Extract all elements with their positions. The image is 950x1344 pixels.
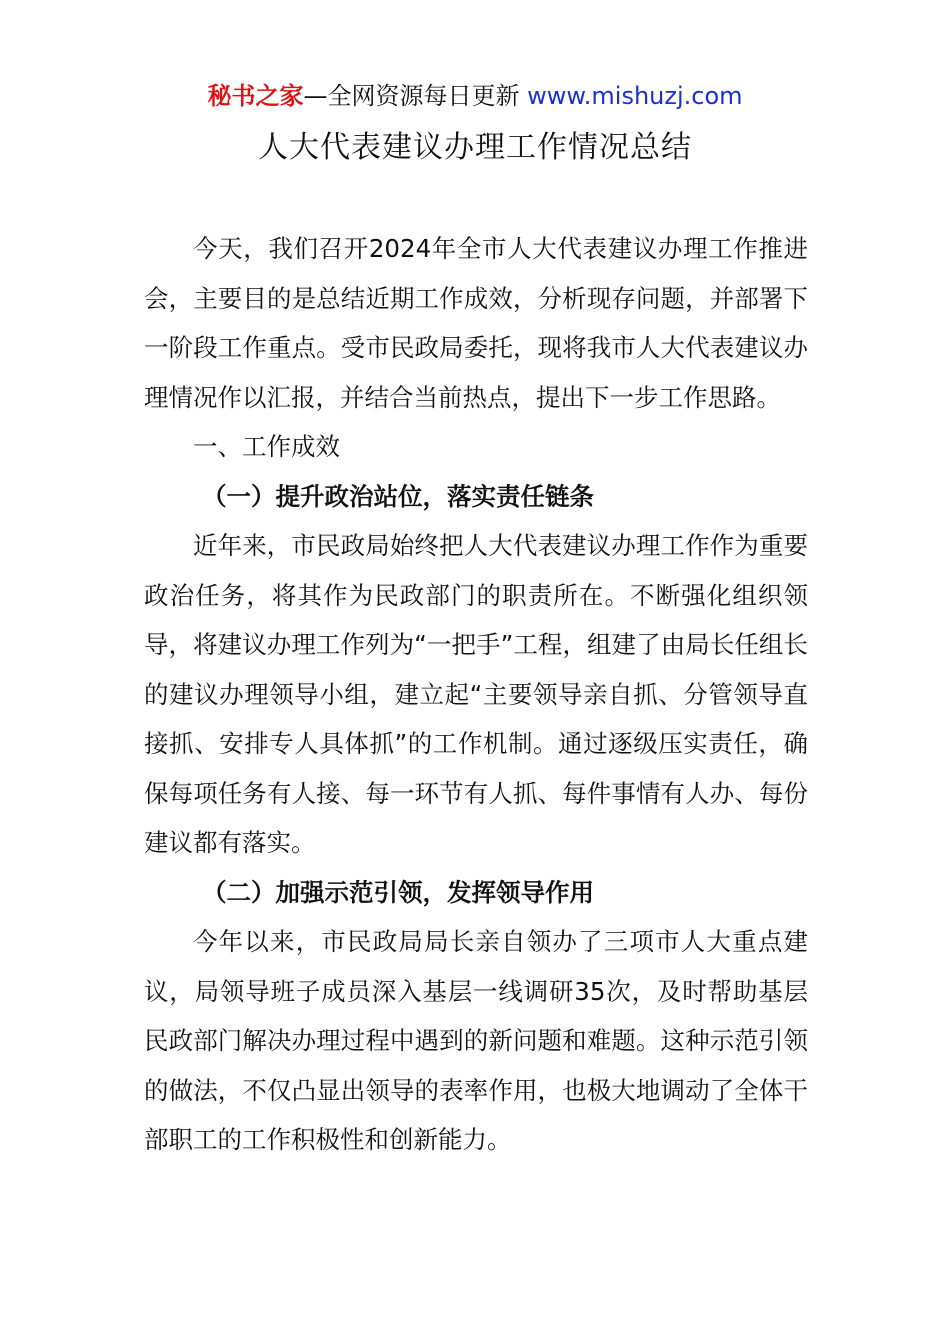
subsection-paragraph-1: 近年来，市民政局始终把人大代表建议办理工作作为重要政治任务，将其作为民政部门的职责所在。不断强化组织领导，将建议办理工作列为“一把手”工程，组建了由局长任组长的建议办理领导小组，建立起“主要领导亲自抓、分管领导直接抓、安排专人具体抓”的工作机制。通过逐级压实责任，确保每项任务有人接、每一环节有人抓、每件事情有人办、每份建议都有落实。 [144,531,808,857]
intro-paragraph: 今天，我们召开2024年全市人大代表建议办理工作推进会，主要目的是总结近期工作成效，分析现存问题，并部署下一阶段工作重点。受市民政局委托，现将我市人大代表建议办理情况作以汇报，并结合当前热点，提出下一步工作思路。 [144,234,808,412]
site-brand: 秘书之家 [207,82,304,110]
document-title: 人大代表建议办理工作情况总结 [258,130,692,165]
site-tagline: —全网资源每日更新 [303,82,520,110]
site-header [0,80,950,112]
site-url-link[interactable]: www.mishuzj.com [527,82,743,110]
subsection-heading-1: （一）提升政治站位，落实责任链条 [202,481,594,511]
section-heading: 一、工作成效 [193,432,340,461]
document-body [144,224,808,1165]
subsection-heading-2: （二）加强示范引领，发挥领导作用 [202,877,594,907]
subsection-paragraph-2: 今年以来，市民政局局长亲自领办了三项市人大重点建议，局领导班子成员深入基层一线调研35次，及时帮助基层民政部门解决办理过程中遇到的新问题和难题。这种示范引领的做法，不仅凸显出领导的表率作用，也极大地调动了全体干部职工的工作积极性和创新能力。 [144,927,808,1154]
